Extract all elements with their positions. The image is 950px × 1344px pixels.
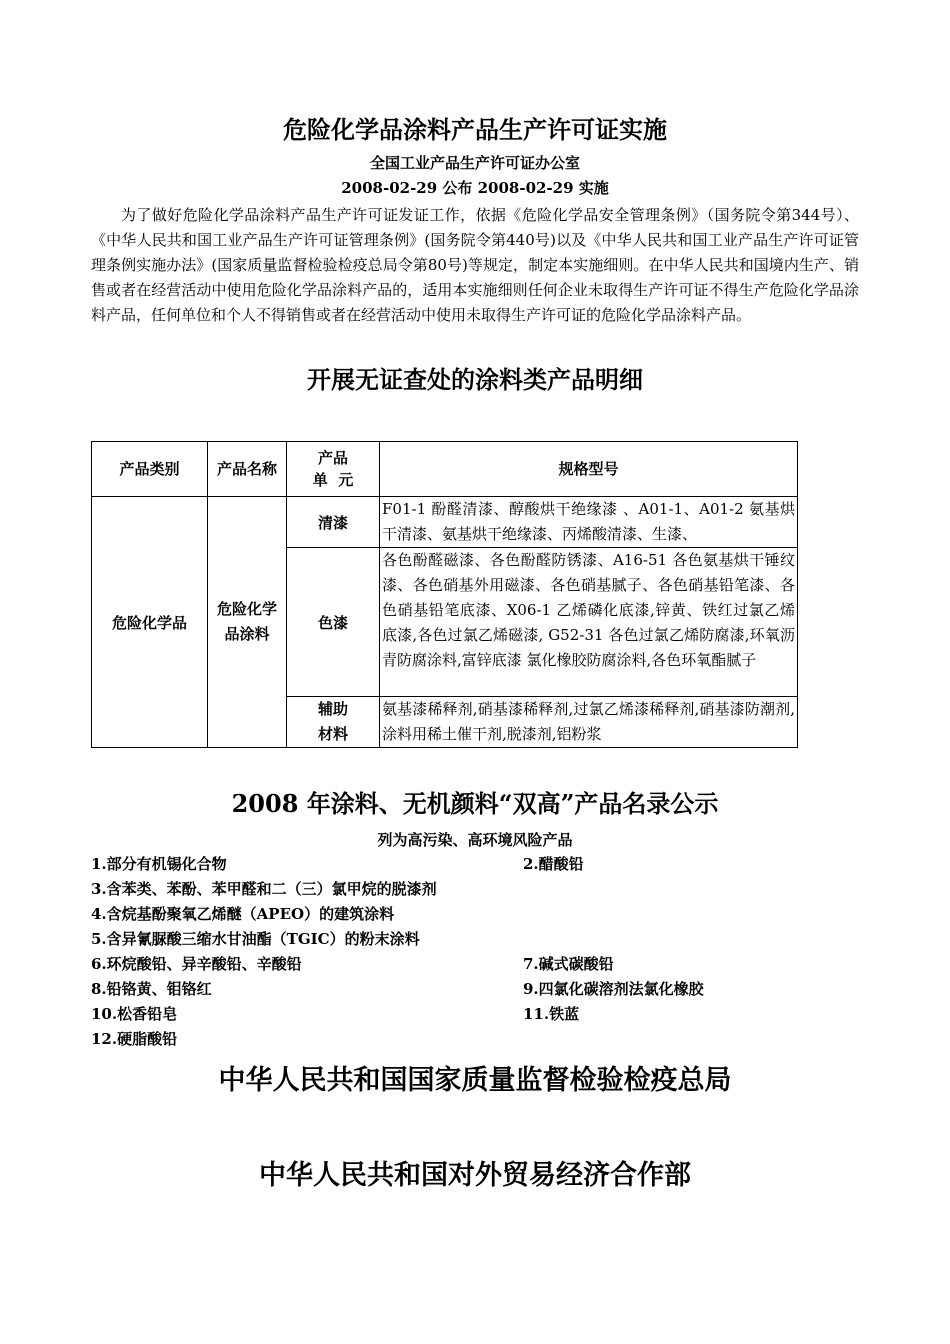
list-item: 2.醋酸铅 — [523, 855, 584, 873]
cell-spec: F01-1 酚醛清漆、醇酸烘干绝缘漆 、A01-1、A01-2 氨基烘干清漆、氨基烘干绝缘漆、丙烯酸清漆、生漆、 — [380, 497, 798, 548]
document-title: 危险化学品涂料产品生产许可证实施 — [283, 115, 667, 144]
product-spec-table — [91, 441, 798, 748]
list-item: 4.含烷基酚聚氧乙烯醚（APEO）的建筑涂料 — [91, 905, 395, 923]
list-item: 3.含苯类、苯酚、苯甲醛和二（三）氯甲烷的脱漆剂 — [91, 880, 437, 898]
list-item: 1.部分有机锡化合物 — [91, 855, 227, 873]
cell-spec: 各色酚醛磁漆、各色酚醛防锈漆、A16-51 各色氨基烘干锤纹漆、各色硝基外用磁漆、各色硝基腻子、各色硝基铅笔漆、各色硝基铅笔底漆、X06-1 乙烯磷化底漆,锌黄、铁红过氯乙烯底漆,各色过氯乙烯磁漆, G52-31 各色过氯乙烯防腐漆,环氧沥青防腐涂料,富锌底漆 氯化橡胶防腐涂料,各色环氧酯腻子 — [380, 548, 798, 697]
list-item: 12.硬脂酸铅 — [91, 1030, 178, 1048]
cell-spec: 氨基漆稀释剂,硝基漆稀释剂,过氯乙烯漆稀释剂,硝基漆防潮剂,涂料用稀土催干剂,脱漆剂,铝粉浆 — [380, 697, 798, 748]
cell-unit: 清漆 — [287, 497, 380, 548]
section-subtitle: 列为高污染、高环境风险产品 — [377, 831, 573, 849]
header-unit-line2: 单 元 — [312, 471, 354, 489]
section-title-products: 开展无证查处的涂料类产品明细 — [307, 365, 643, 394]
header-category: 产品类别 — [92, 442, 208, 497]
cell-unit: 色漆 — [287, 548, 380, 697]
header-unit-line1: 产品 — [317, 449, 348, 467]
list-item: 9.四氯化碳溶剂法氯化橡胶 — [523, 980, 704, 998]
date-line: 2008-02-29 公布 2008-02-29 实施 — [341, 179, 609, 197]
cell-category: 危险化学品 — [92, 497, 208, 748]
header-spec: 规格型号 — [380, 442, 798, 497]
header-unit — [287, 442, 380, 497]
issuer-line: 全国工业产品生产许可证办公室 — [369, 154, 580, 172]
footer-org-moftec: 中华人民共和国对外贸易经济合作部 — [259, 1160, 691, 1191]
cell-unit: 辅助材料 — [287, 697, 380, 748]
section-title-double-high: 2008 年涂料、无机颜料“双高”产品名录公示 — [231, 789, 719, 818]
header-name: 产品名称 — [208, 442, 287, 497]
list-item: 6.环烷酸铅、异辛酸铅、辛酸铅 — [91, 955, 302, 973]
list-item: 5.含异氰脲酸三缩水甘油酯（TGIC）的粉末涂料 — [91, 930, 420, 948]
list-item: 7.碱式碳酸铅 — [523, 955, 614, 973]
list-item: 8.铅铬黄、钼铬红 — [91, 980, 212, 998]
footer-org-aqsiq: 中华人民共和国国家质量监督检验检疫总局 — [218, 1065, 732, 1096]
table-row — [92, 497, 798, 548]
intro-paragraph: 为了做好危险化学品涂料产品生产许可证发证工作，依据《危险化学品安全管理条例》（国务院令第344号）、《中华人民共和国工业产品生产许可证管理条例》(国务院令第440号)以及《中华人民共和国工业产品生产许可证管理条例实施办法》(国家质量监督检验检疫总局令第80号)等规定，制定本实施细则。在中华人民共和国境内生产、销售或者在经营活动中使用危险化学品涂料产品的，适用本实施细则任何企业未取得生产许可证不得生产危险化学品涂料产品，任何单位和个人不得销售或者在经营活动中使用未取得生产许可证的危险化学品涂料产品。 — [91, 206, 859, 324]
table-header-row — [92, 442, 798, 497]
list-item: 10.松香铅皂 — [91, 1005, 178, 1023]
cell-product-name: 危险化学品涂料 — [208, 497, 287, 748]
list-item: 11.铁蓝 — [523, 1005, 580, 1023]
